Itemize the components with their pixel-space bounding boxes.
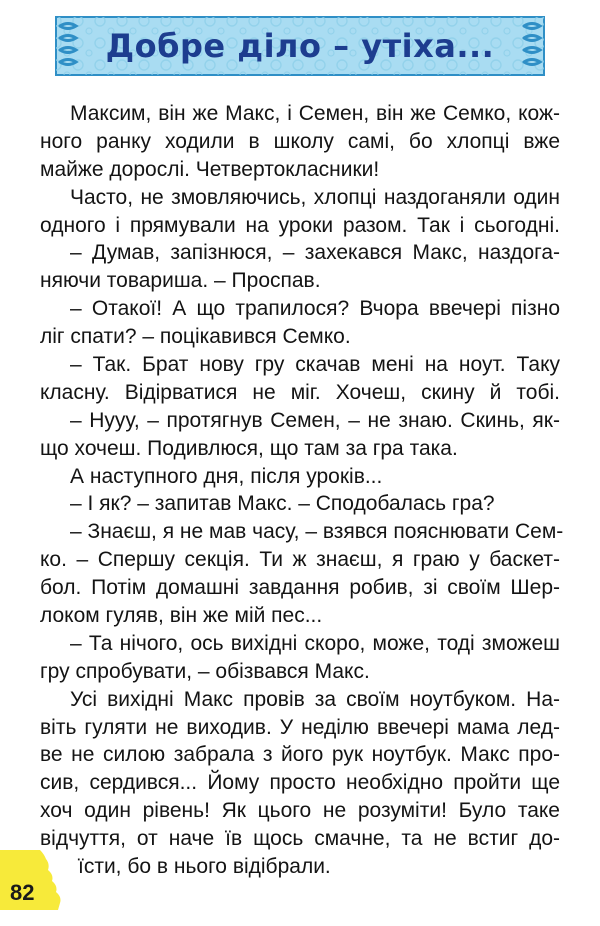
story-line: Часто, не змовляючись, хлопці наздоганяли один — [70, 185, 560, 209]
story-line: класну. Відірватися не міг. Хочеш, скину й тобі. — [40, 380, 560, 404]
story-line: – Так. Брат нову гру скачав мені на ноут. Таку — [70, 353, 560, 377]
story-line: одного і прямували на уроки разом. Так і сьогодні. — [40, 213, 560, 237]
story-line: майже дорослі. Четвертокласники! — [40, 157, 380, 181]
story-line: ве не силою забрала з його рук ноутбук. Макс про- — [40, 743, 560, 767]
story-line: – Знаєш, я не мав часу, – взявся пояснювати Сем- — [70, 520, 564, 544]
story-line: няючи товариша. – Проспав. — [40, 269, 321, 293]
story-line: – Отакої! А що трапилося? Вчора ввечері пізно — [70, 297, 560, 321]
title-banner — [50, 14, 550, 78]
story-line: що хочеш. Подивлюся, що там за гра така. — [40, 436, 458, 460]
story-line: сив, сердився... Йому просто необхідно пройти ще — [40, 771, 560, 795]
story-line: А наступного дня, після уроків... — [70, 464, 383, 488]
page-title: Добре діло – утіха... — [105, 27, 495, 65]
story-line: їсти, бо в нього відібрали. — [78, 855, 331, 879]
story-text — [40, 100, 564, 881]
story-line: – І як? – запитав Макс. – Сподобалась гра? — [70, 492, 495, 516]
story-line: бол. Потім домашні завдання робив, зі своїм Шер- — [40, 576, 560, 600]
story-line: – Та нічого, ось вихідні скоро, може, тоді зможеш — [70, 631, 560, 655]
story-line: Усі вихідні Макс провів за своїм ноутбуком. На- — [70, 687, 560, 711]
page-number: 82 — [10, 880, 35, 905]
story-line: – Нууу, – протягнув Семен, – не знаю. Скинь, як- — [70, 408, 560, 432]
story-line: локом гуляв, він же мій пес... — [40, 604, 323, 628]
story-line: ліг спати? – поцікавився Семко. — [40, 325, 351, 349]
story-line: ко. – Спершу секція. Ти ж знаєш, я граю у баскет- — [40, 548, 560, 572]
story-line: Максим, він же Макс, і Семен, він же Семко, кож- — [70, 102, 560, 125]
story-line: хоч один рівень! Як цього не розуміти! Було таке — [40, 799, 560, 823]
story-line: гру спробувати, – обізвався Макс. — [40, 659, 370, 683]
story-line: віть гуляти не виходив. У неділю ввечері мама лед- — [40, 715, 560, 739]
story-line: відчуття, от наче їв щось смачне, та не встиг до- — [40, 827, 560, 851]
story-line: – Думав, запізнюся, – захекався Макс, наздога- — [70, 241, 560, 265]
story-line: ного ранку ходили в школу самі, бо хлопці вже — [40, 129, 560, 153]
